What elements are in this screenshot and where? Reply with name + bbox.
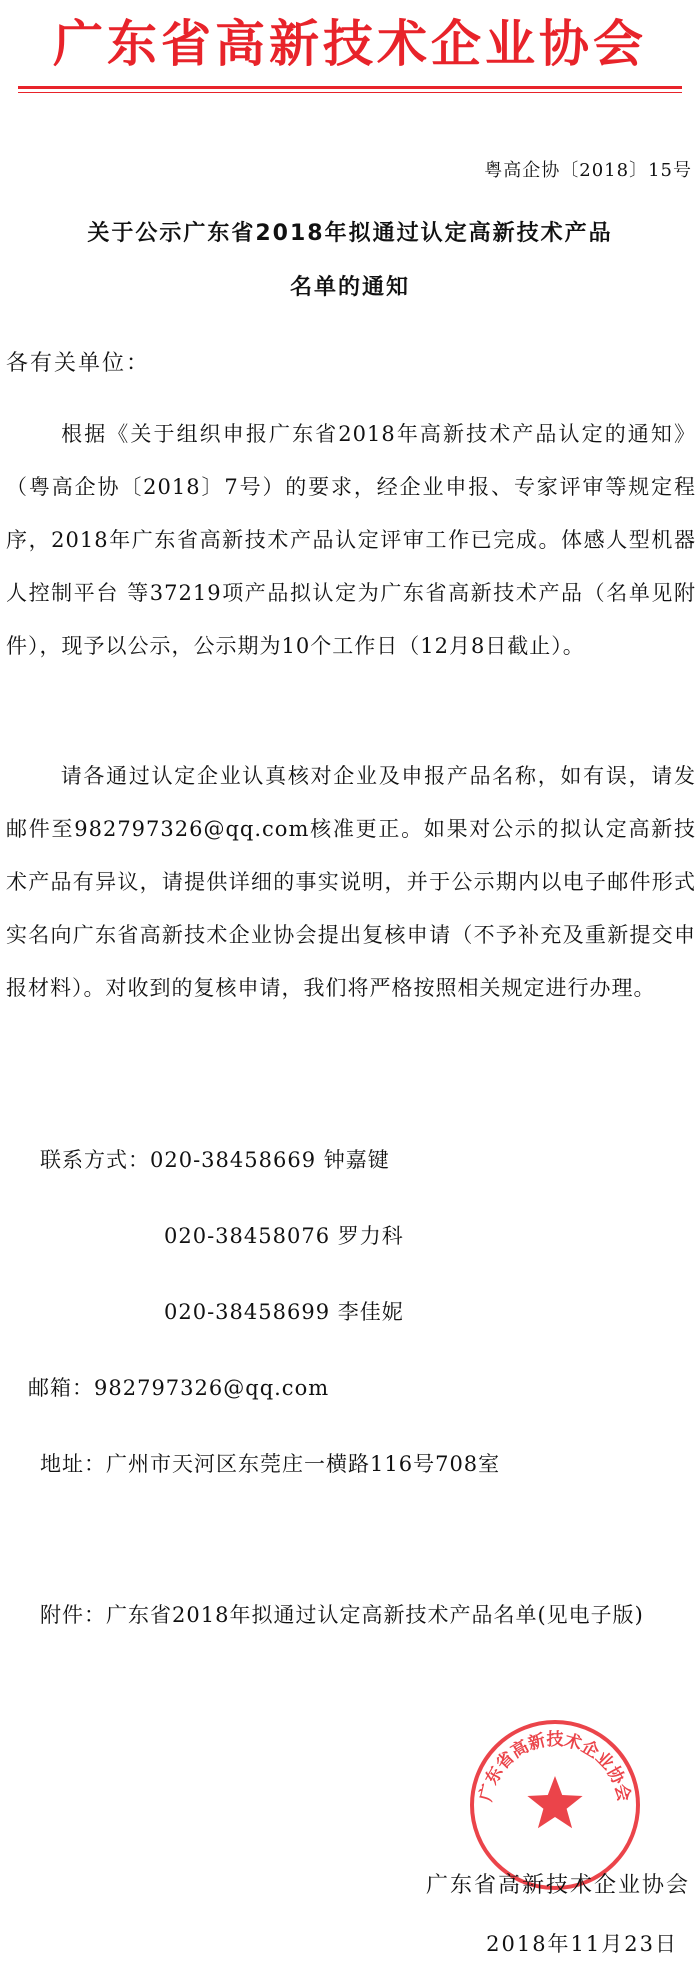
contact-line-1 (40, 1144, 390, 1174)
email-line (28, 1372, 329, 1402)
document-number: 粤高企协〔2018〕15号 (484, 160, 692, 181)
address-label: 地址： (40, 1452, 106, 1476)
email-label: 邮箱： (28, 1376, 94, 1400)
contact-line-2 (164, 1220, 404, 1250)
body-paragraph-2 (6, 750, 696, 1015)
body-paragraph-1 (6, 408, 696, 673)
signature-organization: 广东省高新技术企业协会 (425, 1873, 690, 1898)
body-paragraph-1-text: 根据《关于组织申报广东省2018年高新技术产品认定的通知》（粤高企协〔2018〕7号）的要求，经企业申报、专家评审等规定程序，2018年广东省高新技术产品认定评审工作已完成。体感人型机器人控制平台 等37219项产品拟认定为广东省高新技术产品（名单见附件），现予以公示，公示期为10个工作日（12月8日截止）。 (6, 422, 696, 658)
document-title-line2: 名单的通知 (289, 275, 410, 300)
header-org-title: 广东省高新技术企业协会 (53, 15, 647, 73)
email-address: 982797326@qq.com (94, 1376, 330, 1400)
official-seal (468, 1718, 642, 1892)
address-line (40, 1448, 500, 1478)
header-rule-thin (18, 92, 682, 93)
contact-line-3 (164, 1296, 404, 1326)
contact-name: 李佳妮 (337, 1300, 404, 1324)
seal-text: 广东省高新技术企业协会 (476, 1730, 634, 1804)
contact-phone: 020-38458699 (164, 1300, 331, 1324)
address-value: 广州市天河区东莞庄一横路116号708室 (106, 1452, 501, 1476)
attachment-note (6, 1590, 686, 1640)
signature-date: 2018年11月23日 (486, 1932, 678, 1956)
contact-name: 罗力科 (337, 1224, 404, 1248)
contact-name: 钟嘉键 (323, 1148, 390, 1172)
body-paragraph-2-text: 请各通过认定企业认真核对企业及申报产品名称，如有误，请发邮件至982797326@qq.com核准更正。如果对公示的拟认定高新技术产品有异议，请提供详细的事实说明，并于公示期内以电子邮件形式实名向广东省高新技术企业协会提出复核申请（不予补充及重新提交申报材料）。对收到的复核申请，我们将严格按照相关规定进行办理。 (6, 764, 696, 1000)
salutation: 各有关单位： (6, 351, 151, 376)
contact-label: 联系方式： (40, 1148, 150, 1172)
header-rule-thick (18, 86, 682, 89)
contact-phone: 020-38458669 (150, 1148, 317, 1172)
contact-phone: 020-38458076 (164, 1224, 331, 1248)
document-title-line1: 关于公示广东省2018年拟通过认定高新技术产品 (87, 221, 613, 246)
attachment-text: 附件：广东省2018年拟通过认定高新技术产品名单(见电子版) (40, 1603, 644, 1627)
seal-star-icon (527, 1776, 582, 1828)
